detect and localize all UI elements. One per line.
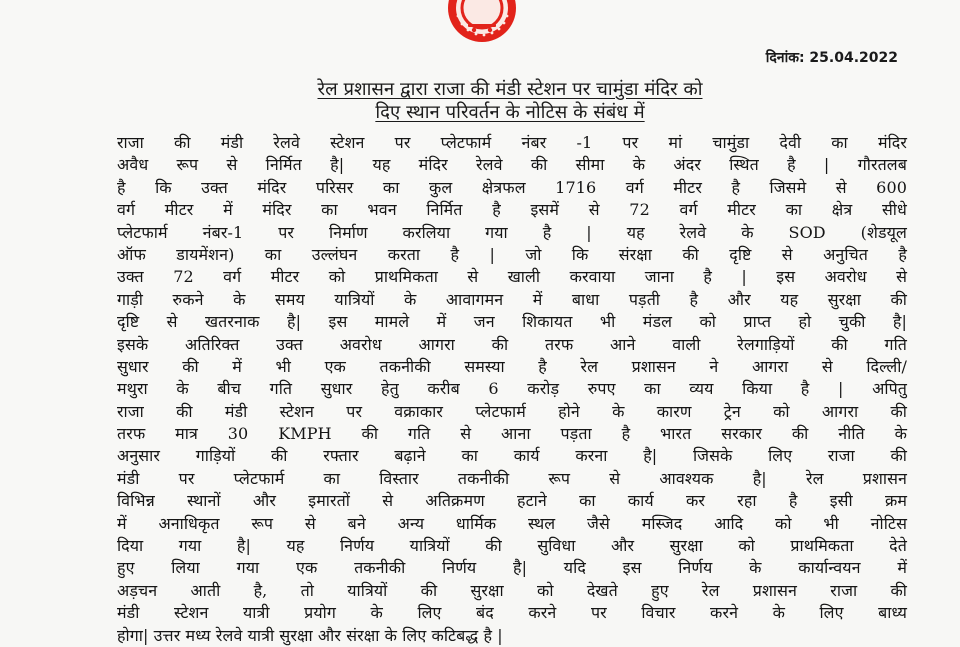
body-line: होगा| उत्तर मध्य रेलवे यात्री सुरक्षा और संरक्षा के लिए कटिबद्ध है | xyxy=(117,625,503,645)
body-line: सुधार की में भी एक तकनीकी समस्या है रेल प्रशासन ने आगरा से दिल्ली/ xyxy=(117,356,907,376)
body-line: उक्त 72 वर्ग मीटर को प्राथमिकता से खाली करवाया जाना है | इस अवरोध से xyxy=(117,267,907,287)
body-line: मथुरा के बीच गति सुधार हेतु करीब 6 करोड़ रुपए का व्यय किया है | अपितु xyxy=(117,379,907,399)
heading-line-1: रेल प्रशासन द्वारा राजा की मंडी स्टेशन पर चामुंडा मंदिर को xyxy=(317,79,703,100)
body-line: प्लेटफार्म नंबर-1 पर निर्माण करलिया गया है | यह रेलवे के SOD (शेडयूल xyxy=(117,222,907,242)
body-line: अड़चन आती है, तो यात्रियों की सुरक्षा को देखते हुए रेल प्रशासन राजा की xyxy=(117,580,907,600)
body-line: दृष्टि से खतरनाक है| इस मामले में जन शिकायत भी मंडल को प्राप्त हो चुकी है| xyxy=(117,312,907,332)
body-line: राजा की मंडी रेलवे स्टेशन पर प्लेटफार्म नंबर -1 पर मां चामुंडा देवी का मंदिर xyxy=(117,133,907,152)
body-line: मंडी स्टेशन यात्री प्रयोग के लिए बंद करने पर विचार करने के लिए बाध्य xyxy=(117,603,907,623)
heading-line-2: दिए स्थान परिवर्तन के नोटिस के संबंध में xyxy=(375,102,645,123)
body-line: विभिन्न स्थानों और इमारतों से अतिक्रमण हटाने का कार्य कर रहा है इसी क्रम xyxy=(117,491,907,511)
body-line: इसके अतिरिक्त उक्त अवरोध आगरा की तरफ आने वाली रेलगाड़ियों की गति xyxy=(117,334,907,354)
body-line: मंडी पर प्लेटफार्म का विस्तार तकनीकी रूप से आवश्यक है| रेल प्रशासन xyxy=(117,468,907,488)
body-line: गाड़ी रुकने के समय यात्रियों के आवागमन में बाधा पड़ती है और यह सुरक्षा की xyxy=(117,289,907,309)
body-line: दिया गया है| यह निर्णय यात्रियों की सुविधा और सुरक्षा को प्राथमिकता देते xyxy=(117,536,907,556)
body-line: में अनाधिकृत रूप से बने अन्य धार्मिक स्थल जैसे मस्जिद आदि को भी नोटिस xyxy=(117,513,907,533)
body-line: ऑफ डायमेंशन) का उल्लंघन करता है | जो कि संरक्षा की दृष्टि से अनुचित है xyxy=(117,244,907,264)
document-date: दिनांक: 25.04.2022 xyxy=(765,50,898,66)
body-line: राजा की मंडी स्टेशन पर वक्राकार प्लेटफार्म होने के कारण ट्रेन को आगरा की xyxy=(117,401,907,421)
body-line: है कि उक्त मंदिर परिसर का कुल क्षेत्रफल 1716 वर्ग मीटर है जिसमे से 600 xyxy=(117,177,907,197)
body-line: वर्ग मीटर में मंदिर का भवन निर्मित है इसमें से 72 वर्ग मीटर का क्षेत्र सीधे xyxy=(117,200,907,220)
body-line: अवैध रूप से निर्मित है| यह मंदिर रेलवे की सीमा के अंदर स्थित है | गौरतलब xyxy=(117,155,907,175)
body-paragraph xyxy=(117,132,907,647)
body-line: हुए लिया गया एक तकनीकी निर्णय है| यदि इस निर्णय के कार्यान्वयन में xyxy=(117,558,907,578)
railway-emblem-icon xyxy=(446,0,518,44)
body-line: तरफ मात्र 30 KMPH की गति से आना पड़ता है भारत सरकार की नीति के xyxy=(117,424,907,444)
body-line: अनुसार गाड़ियों की रफ्तार बढ़ाने का कार्य करना है| जिसके लिए राजा की xyxy=(117,446,907,466)
